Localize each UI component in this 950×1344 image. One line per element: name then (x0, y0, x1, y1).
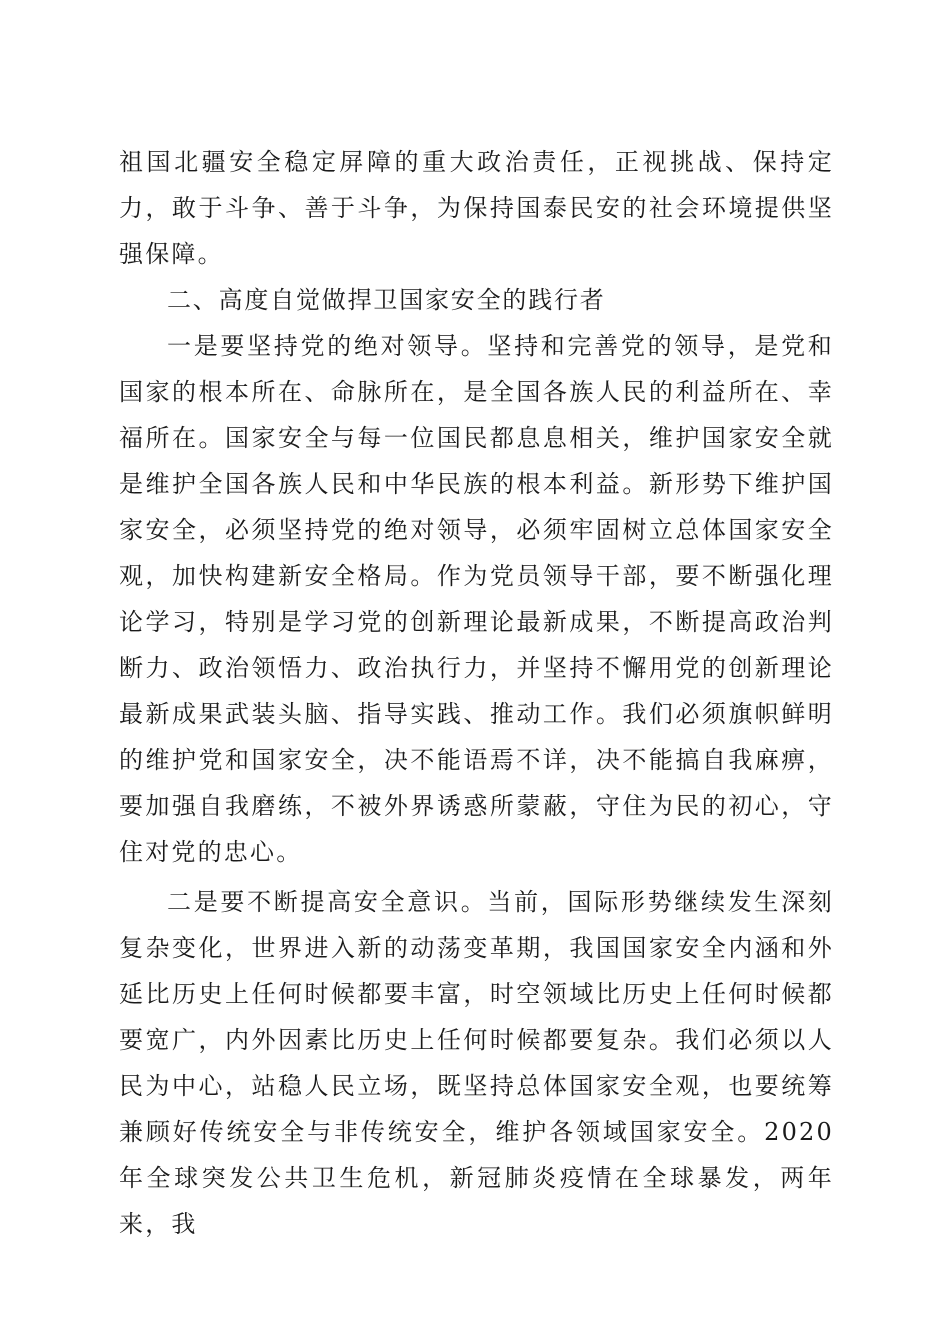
document-body (119, 139, 834, 1247)
paragraph-party-leadership: 一是要坚持党的绝对领导。坚持和完善党的领导，是党和国家的根本所在、命脉所在，是全国各族人民的利益所在、幸福所在。国家安全与每一位国民都息息相关，维护国家安全就是维护全国各族人民和中华民族的根本利益。新形势下维护国家安全，必须坚持党的绝对领导，必须牢固树立总体国家安全观，加快构建新安全格局。作为党员领导干部，要不断强化理论学习，特别是学习党的创新理论最新成果，不断提高政治判断力、政治领悟力、政治执行力，并坚持不懈用党的创新理论最新成果武装头脑、指导实践、推动工作。我们必须旗帜鲜明的维护党和国家安全，决不能语焉不详，决不能搞自我麻痹，要加强自我磨练，不被外界诱惑所蒙蔽，守住为民的初心，守住对党的忠心。 (119, 332, 834, 866)
section-heading: 二、高度自觉做捍卫国家安全的践行者 (167, 286, 606, 314)
paragraph-security-awareness: 二是要不断提高安全意识。当前，国际形势继续发生深刻复杂变化，世界进入新的动荡变革期，我国国家安全内涵和外延比历史上任何时候都要丰富，时空领域比历史上任何时候都要宽广，内外因素比历史上任何时候都要复杂。我们必须以人民为中心，站稳人民立场，既坚持总体国家安全观，也要统筹兼顾好传统安全与非传统安全，维护各领域国家安全。2020 年全球突发公共卫生危机，新冠肺炎疫情在全球暴发，两年来，我 (119, 888, 834, 1238)
paragraph-continuation: 祖国北疆安全稳定屏障的重大政治责任，正视挑战、保持定力，敢于斗争、善于斗争，为保持国泰民安的社会环境提供坚强保障。 (119, 148, 834, 268)
